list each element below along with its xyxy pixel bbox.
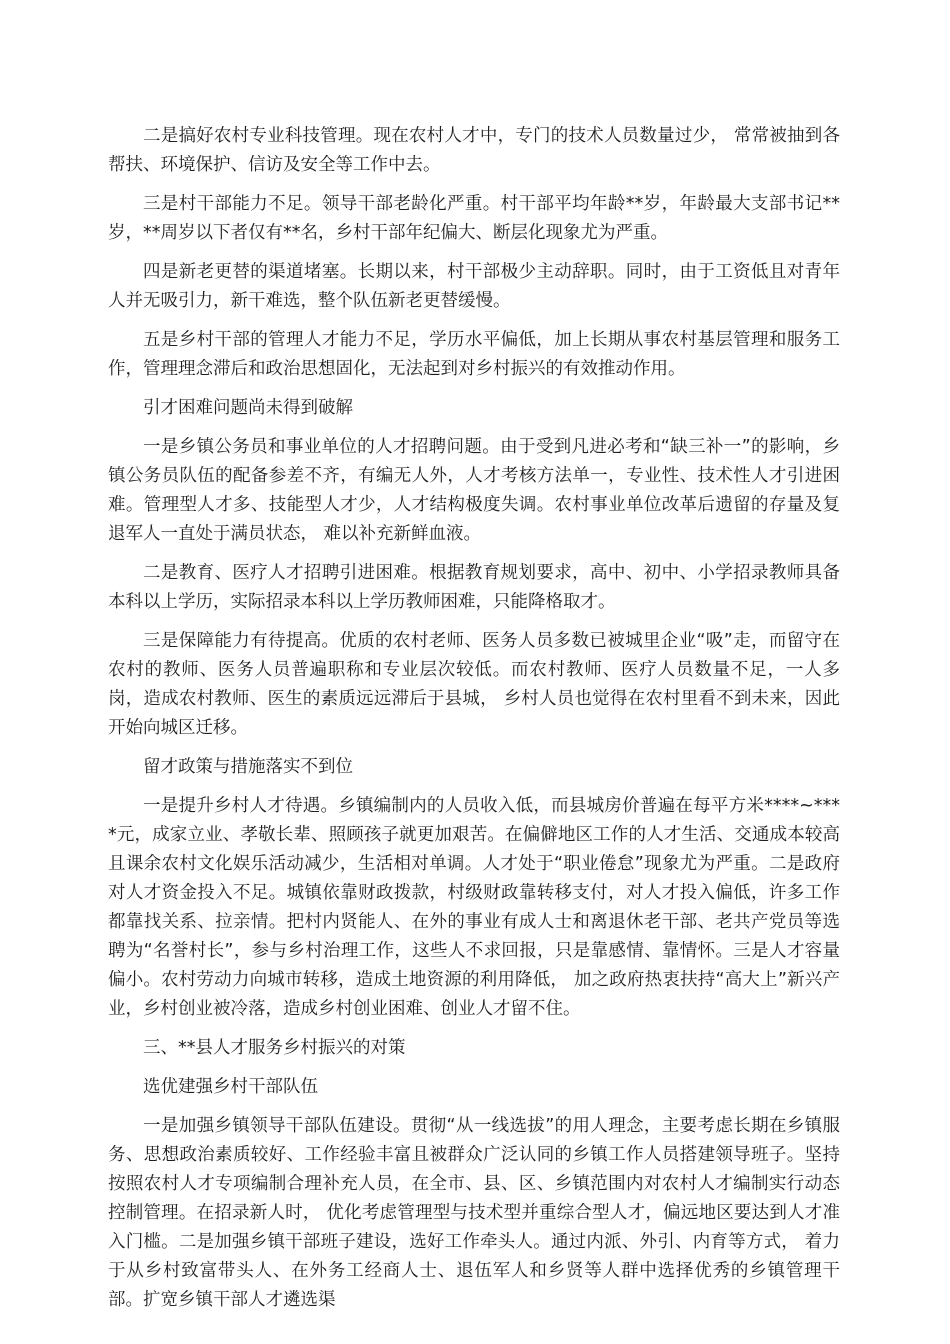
paragraph-leadership-building: 一是加强乡镇领导干部队伍建设。贯彻“从一线选拔”的用人理念，主要考虑长期在乡镇服务、思想政治素质较好、工作经验丰富且被群众广泛认同的乡镇工作人员搭建领导班子。坚持按照农村人才专项编制合理补充人员，在全市、县、区、乡镇范围内对农村人才编制实行动态控制管理。在招录新人时， 优化考虑管理型与技术型并重综合型人才，偏远地区要达到人才准入门槛。二是加强乡镇干部班子建设，选好工作牵头人。通过内派、外引、内育等方式， 着力于从乡村致富带头人、在外务工经商人士、退伍军人和乡贤等人群中选择优秀的乡镇管理干部。扩宽乡镇干部人才遴选渠 [108,1116,840,1310]
section-heading-countermeasures: 三、**县人才服务乡村振兴的对策 [143,1038,406,1058]
paragraph-civil-servant-recruitment: 一是乡镇公务员和事业单位的人才招聘问题。由于受到凡进必考和“缺三补一”的影响，乡镇公务员队伍的配备参差不齐，有编无人外，人才考核方法单一，专业性、技术性人才引进困难。管理型人才多、技能型人才少，人才结构极度失调。农村事业单位改革后遗留的存量及复退军人一直处于满员状态， 难以补充新鲜血液。 [108,437,840,544]
paragraph-guarantee-capacity: 三是保障能力有待提高。优质的农村老师、医务人员多数已被城里企业“吸”走，而留守在农村的教师、医务人员普遍职称和专业层次较低。而农村教师、医疗人员数量不足，一人多岗，造成农村教师、医生的素质远远滞后于县城， 乡村人员也觉得在农村里看不到未来，因此开始向城区迁移。 [108,631,840,738]
paragraph-renewal-channel: 四是新老更替的渠道堵塞。长期以来，村干部极少主动辞职。同时，由于工资低且对青年人并无吸引力，新干难选，整个队伍新老更替缓慢。 [108,262,840,311]
paragraph-talent-treatment: 一是提升乡村人才待遇。乡镇编制内的人员收入低，而县城房价普遍在每平方米****~****元，成家立业、孝敬长辈、照顾孩子就更加艰苦。在偏僻地区工作的人才生活、交通成本较高且课余农村文化娱乐活动减少，生活相对单调。人才处于“职业倦怠”现象尤为严重。二是政府对人才资金投入不足。城镇依靠财政拨款，村级财政靠转移支付，对人才投入偏低，许多工作都靠找关系、拉亲情。把村内贤能人、在外的事业有成人士和离退休老干部、老共产党员等选聘为“名誉村长”，参与乡村治理工作，这些人不求回报，只是靠感情、靠情怀。三是人才容量偏小。农村劳动力向城市转移，造成土地资源的利用降低， 加之政府热衷扶持“高大上”新兴产业，乡村创业被冷落，造成乡村创业困难、创业人才留不住。 [108,796,840,1019]
section-heading-recruitment: 引才困难问题尚未得到破解 [143,398,353,418]
section-heading-cadre-team: 选优建强乡村干部队伍 [143,1077,318,1097]
paragraph-tech-management: 二是搞好农村专业科技管理。现在农村人才中，专门的技术人员数量过少， 常常被抽到各帮扶、环境保护、信访及安全等工作中去。 [108,126,840,175]
paragraph-cadre-ability: 三是村干部能力不足。领导干部老龄化严重。村干部平均年龄**岁，年龄最大支部书记**岁，**周岁以下者仅有**名，乡村干部年纪偏大、断层化现象尤为严重。 [108,194,840,243]
document-body [108,122,840,1325]
paragraph-education-medical: 二是教育、医疗人才招聘引进困难。根据教育规划要求，高中、初中、小学招录教师具备本科以上学历，实际招录本科以上学历教师困难，只能降格取才。 [108,563,840,612]
section-heading-retention: 留才政策与措施落实不到位 [143,757,353,777]
paragraph-management-talent: 五是乡村干部的管理人才能力不足，学历水平偏低，加上长期从事农村基层管理和服务工作，管理理念滞后和政治思想固化，无法起到对乡村振兴的有效推动作用。 [108,330,840,379]
